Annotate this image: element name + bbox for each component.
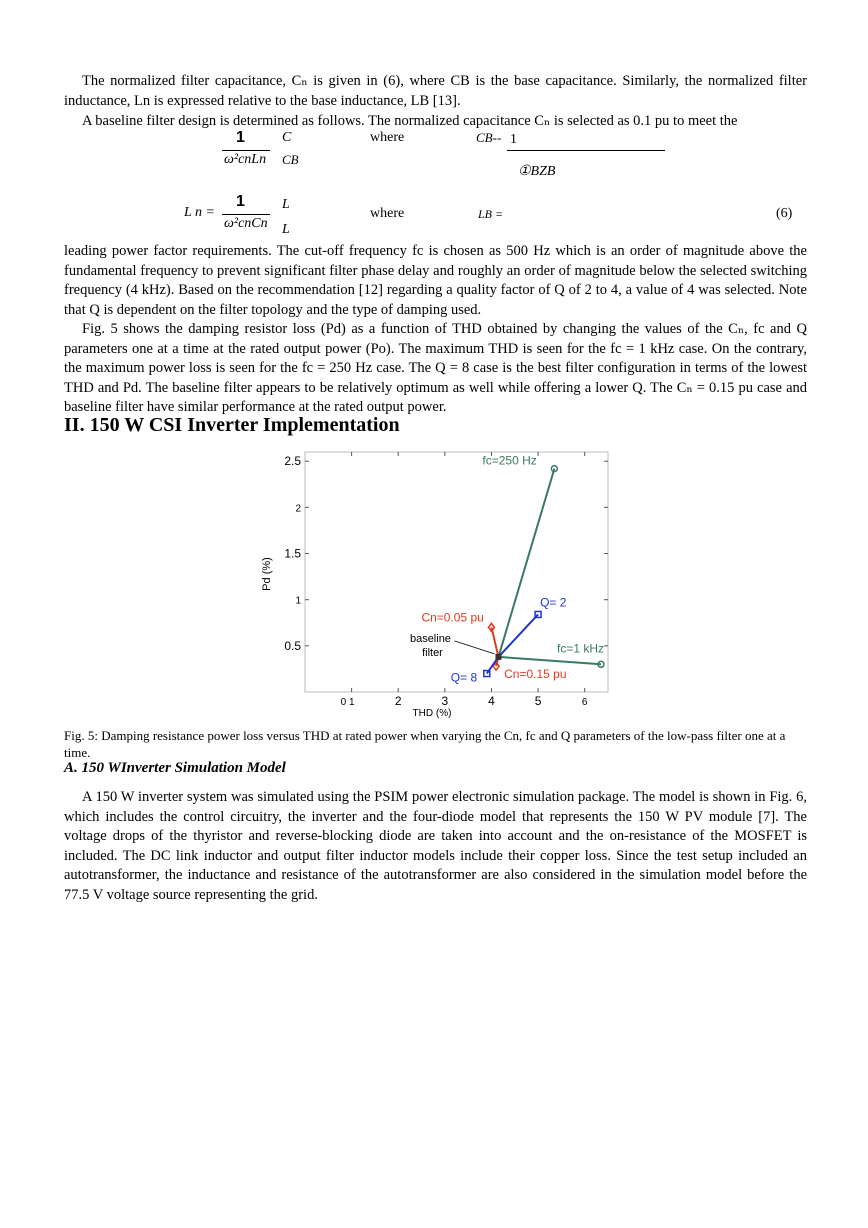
- subsection-heading: A. 150 WInverter Simulation Model: [64, 760, 286, 776]
- paragraph-baseline-design-cont: leading power factor requirements. The cut-off frequency fc is chosen as 500 Hz which is an order of magnitude above the fundamental frequency to prevent significant filter phase delay and roughly an order of magnitude below the selected switching frequency (4 kHz). Based on the recommendation [12] regarding a quality factor of Q of 2 to 4, a value of 4 was selected. Note that Q is dependent on the filter topology and the type of damping used.: [64, 243, 807, 318]
- eq-number: (6): [776, 206, 793, 221]
- x-tick-label: 0 1: [340, 697, 355, 708]
- eq-where-1: where: [370, 130, 405, 145]
- series-label: Cn=0.05 pu: [421, 610, 484, 625]
- figure-caption: Fig. 5: Damping resistance power loss versus THD at rated power when varying the Cn, fc and Q parameters of the low-pass filter one at a time.: [64, 728, 786, 760]
- eq-col-l2: L: [282, 222, 290, 237]
- y-tick-label: 0.5: [284, 638, 301, 653]
- paragraph-baseline-design-start: A baseline filter design is determined as follows. The normalized capacitance Cₙ is selected as 0.1 pu to meet the: [82, 113, 738, 129]
- paragraph-figure-discussion: Fig. 5 shows the damping resistor loss (Pd) as a function of THD obtained by changing the values of the Cₙ, fc and Q parameters one at a time at the rated output power (Po). The maximum THD is seen for the fc = 1 kHz case. On the contrary, the maximum power loss is seen for the fc = 250 Hz case. The Q = 8 case is the best filter configuration in terms of the lowest THD and Pd. The baseline filter appears to be relatively optimum as well while offering a lower Q. The Cₙ = 0.15 pu case and baseline filter have similar performance at the rated output power.: [64, 321, 807, 415]
- eq-ln-fraction-bar: [222, 214, 270, 215]
- eq-cb-denominator: ①BZB: [518, 164, 556, 179]
- eq-cb-fraction-bar: [507, 150, 665, 151]
- plot-frame: [305, 452, 608, 692]
- x-tick-label: 5: [534, 694, 542, 708]
- series-label: fc=1 kHz: [557, 641, 605, 656]
- y-tick-label: 2: [295, 503, 301, 515]
- series-label: fc=250 Hz: [482, 453, 537, 468]
- x-tick-label: 4: [488, 694, 495, 708]
- y-tick-label: 1: [295, 595, 301, 607]
- eq-cn-denominator: ω²cnLn: [224, 152, 267, 167]
- eq-ln-numerator: 1: [236, 193, 245, 210]
- series-label: Q= 2: [540, 595, 567, 610]
- eq-col-l1: L: [282, 197, 290, 212]
- baseline-label: filter: [422, 646, 443, 659]
- x-axis-label: THD (%): [412, 708, 452, 719]
- eq-col-c: C: [282, 130, 292, 145]
- y-axis-label: Pd (%): [261, 557, 273, 591]
- eq-cn-numerator: 1: [236, 129, 245, 146]
- x-tick-label: 3: [441, 694, 449, 708]
- paragraph-simulation-model: A 150 W inverter system was simulated using the PSIM power electronic simulation package. The model is shown in Fig. 6, which includes the control circuitry, the inverter and the four-diode model that represents the 150 W PV module [7]. The voltage drops of the thyristor and reverse-blocking diode are taken into account and the on-resistance of the MOSFET is included. The DC link inductor and output filter inductor models include their copper loss. Since the test setup included an autotransformer, the inductance and resistance of the autotransformer are also considered in the simulation model before the 77.5 V voltage source representing the grid.: [64, 789, 807, 903]
- eq-ln-denominator: ω²cnCn: [224, 216, 268, 231]
- paragraph-normalized-capacitance: The normalized filter capacitance, Cₙ is given in (6), where CB is the base capacitance. Similarly, the normalized filter inductance, Ln is expressed relative to the base inductance, LB [13].: [64, 73, 807, 109]
- x-tick-label: 2: [394, 694, 402, 708]
- eq-lb-label: LB =: [478, 207, 504, 221]
- eq-cn-fraction-bar: [222, 150, 270, 151]
- y-tick-label: 2.5: [284, 454, 301, 469]
- baseline-point: [495, 654, 501, 660]
- eq-where-2: where: [370, 206, 405, 221]
- eq-cb-label: CB--: [476, 130, 502, 145]
- section-heading: II. 150 W CSI Inverter Implementation: [64, 414, 400, 436]
- figure-5-chart: [250, 446, 620, 721]
- series-label: Cn=0.15 pu: [504, 667, 567, 682]
- series-label: Q= 8: [450, 670, 478, 685]
- eq-col-cb: CB: [282, 152, 299, 167]
- eq-ln-label: L n =: [184, 205, 215, 220]
- x-tick-label: 6: [581, 697, 588, 708]
- eq-cb-numerator: 1: [510, 132, 517, 147]
- y-tick-label: 1.5: [284, 546, 301, 561]
- baseline-label: baseline: [409, 632, 451, 645]
